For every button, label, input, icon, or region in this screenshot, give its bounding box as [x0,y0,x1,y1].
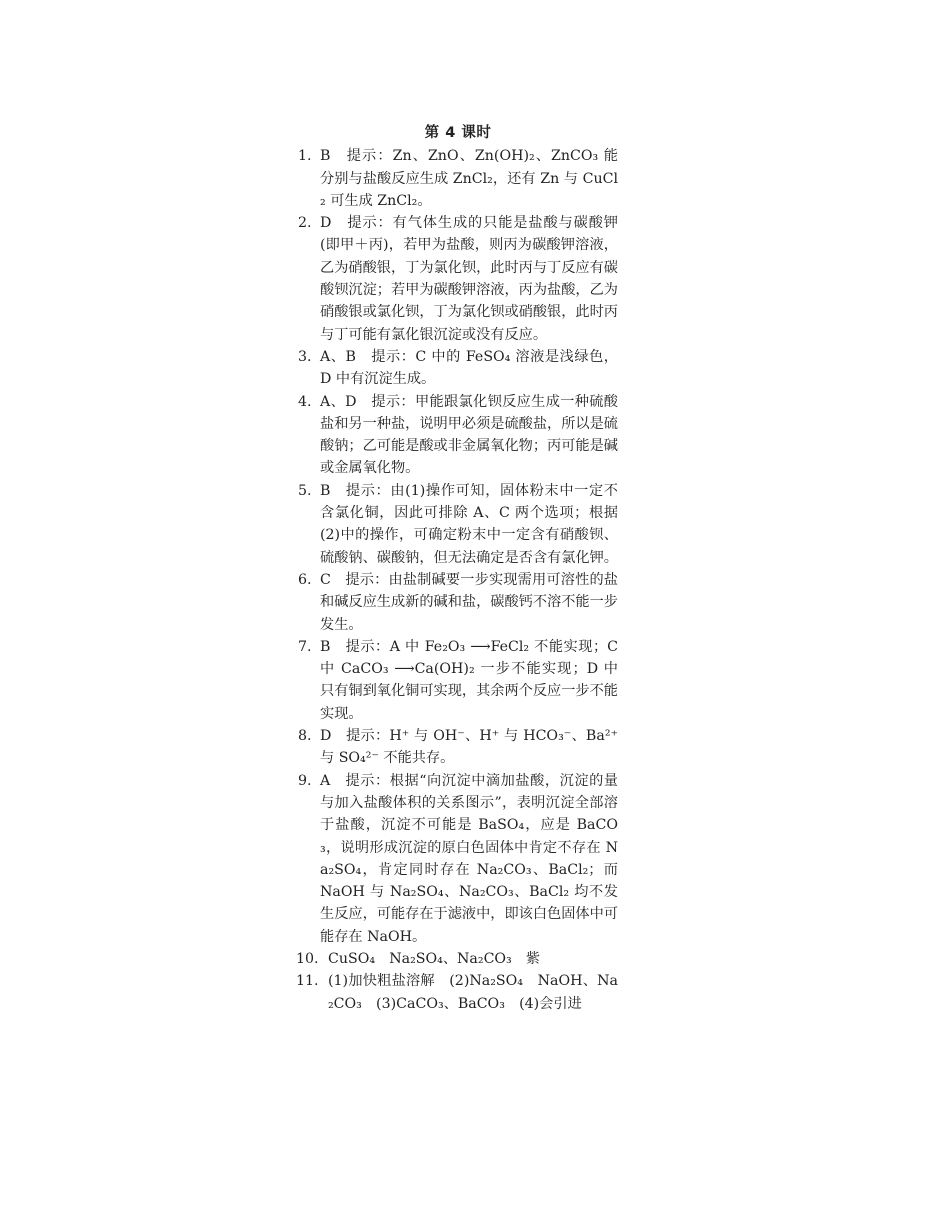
answer-number: 7. [298,638,312,655]
answer-number: 9. [298,772,312,789]
answer-text: B 提示：A 中 Fe₂O₃ ⟶FeCl₂ 不能实现；C 中 CaCO₃ ⟶Ca(OH)₂ 一步不能实现；D 中只有铜到氧化铜可实现，其余两个反应一步不能实现。 [320,638,618,722]
answer-number: 6. [298,571,312,588]
answer-number: 10. [296,950,319,967]
answer-text: A、D 提示：甲能跟氯化钡反应生成一种硫酸盐和另一种盐，说明甲必须是硫酸盐，所以是硫酸钠；乙可能是酸或非金属氧化物；丙可能是碱或金属氧化物。 [320,393,618,477]
answer-item-2 [298,212,618,346]
answer-number: 5. [298,482,312,499]
answer-text: C 提示：由盐制碱要一步实现需用可溶性的盐和碱反应生成新的碱和盐，碳酸钙不溶不能一步发生。 [320,571,618,633]
answer-item-8 [298,725,618,770]
lesson-title: 第 4 课时 [424,125,492,141]
answer-number: 4. [298,393,312,410]
answer-item-10 [298,948,618,970]
answer-number: 3. [298,348,312,365]
answer-text: (1)加快粗盐溶解 (2)Na₂SO₄ NaOH、Na₂CO₃ (3)CaCO₃、BaCO₃ (4)会引进 [328,973,618,1012]
answer-text: B 提示：由(1)操作可知，固体粉末中一定不含氯化铜，因此可排除 A、C 两个选项；根据(2)中的操作，可确定粉末中一定含有硝酸钡、硫酸钠、碳酸钠，但无法确定是否含有氯化钾。 [320,482,618,566]
answer-item-11 [298,970,618,1015]
answer-text: CuSO₄ Na₂SO₄、Na₂CO₃ 紫 [328,950,541,967]
answer-text: A 提示：根据“向沉淀中滴加盐酸，沉淀的量与加入盐酸体积的关系图示”，表明沉淀全部溶于盐酸，沉淀不可能是 BaSO₄，应是 BaCO₃，说明形成沉淀的原白色固体中肯定不存在 Na₂SO₄，肯定同时存在 Na₂CO₃、BaCl₂；而 NaOH 与 Na₂SO₄、Na₂CO₃、BaCl₂ 均不发生反应，可能存在于滤液中，即该白色固体中可能存在 NaOH。 [320,772,618,945]
answer-number: 2. [298,215,312,232]
answer-number: 8. [298,728,312,745]
answer-text: B 提示：Zn、ZnO、Zn(OH)₂、ZnCO₃ 能分别与盐酸反应生成 ZnCl₂，还有 Zn 与 CuCl₂ 可生成 ZnCl₂。 [320,148,618,209]
answer-item-4 [298,391,618,480]
answer-item-5 [298,480,618,569]
answer-item-9 [298,770,618,948]
answer-text: D 提示：H⁺ 与 OH⁻、H⁺ 与 HCO₃⁻、Ba²⁺ 与 SO₄²⁻ 不能共存。 [320,728,618,767]
answer-text: D 提示：有气体生成的只能是盐酸与碳酸钾(即甲＋丙)，若甲为盐酸，则丙为碳酸钾溶液，乙为硝酸银，丁为氯化钡，此时丙与丁反应有碳酸钡沉淀；若甲为碳酸钾溶液，丙为盐酸，乙为硝酸银或氯化钡，丁为氯化钡或硝酸银，此时丙与丁可能有氯化银沉淀或没有反应。 [320,215,618,343]
answer-item-1 [298,145,618,212]
answer-item-3 [298,346,618,391]
answer-item-7 [298,636,618,725]
answer-page [298,122,618,1015]
answer-text: A、B 提示：C 中的 FeSO₄ 溶液是浅绿色，D 中有沉淀生成。 [320,348,618,388]
answer-item-6 [298,569,618,636]
answer-number: 1. [298,148,312,165]
answer-number: 11. [296,973,319,990]
